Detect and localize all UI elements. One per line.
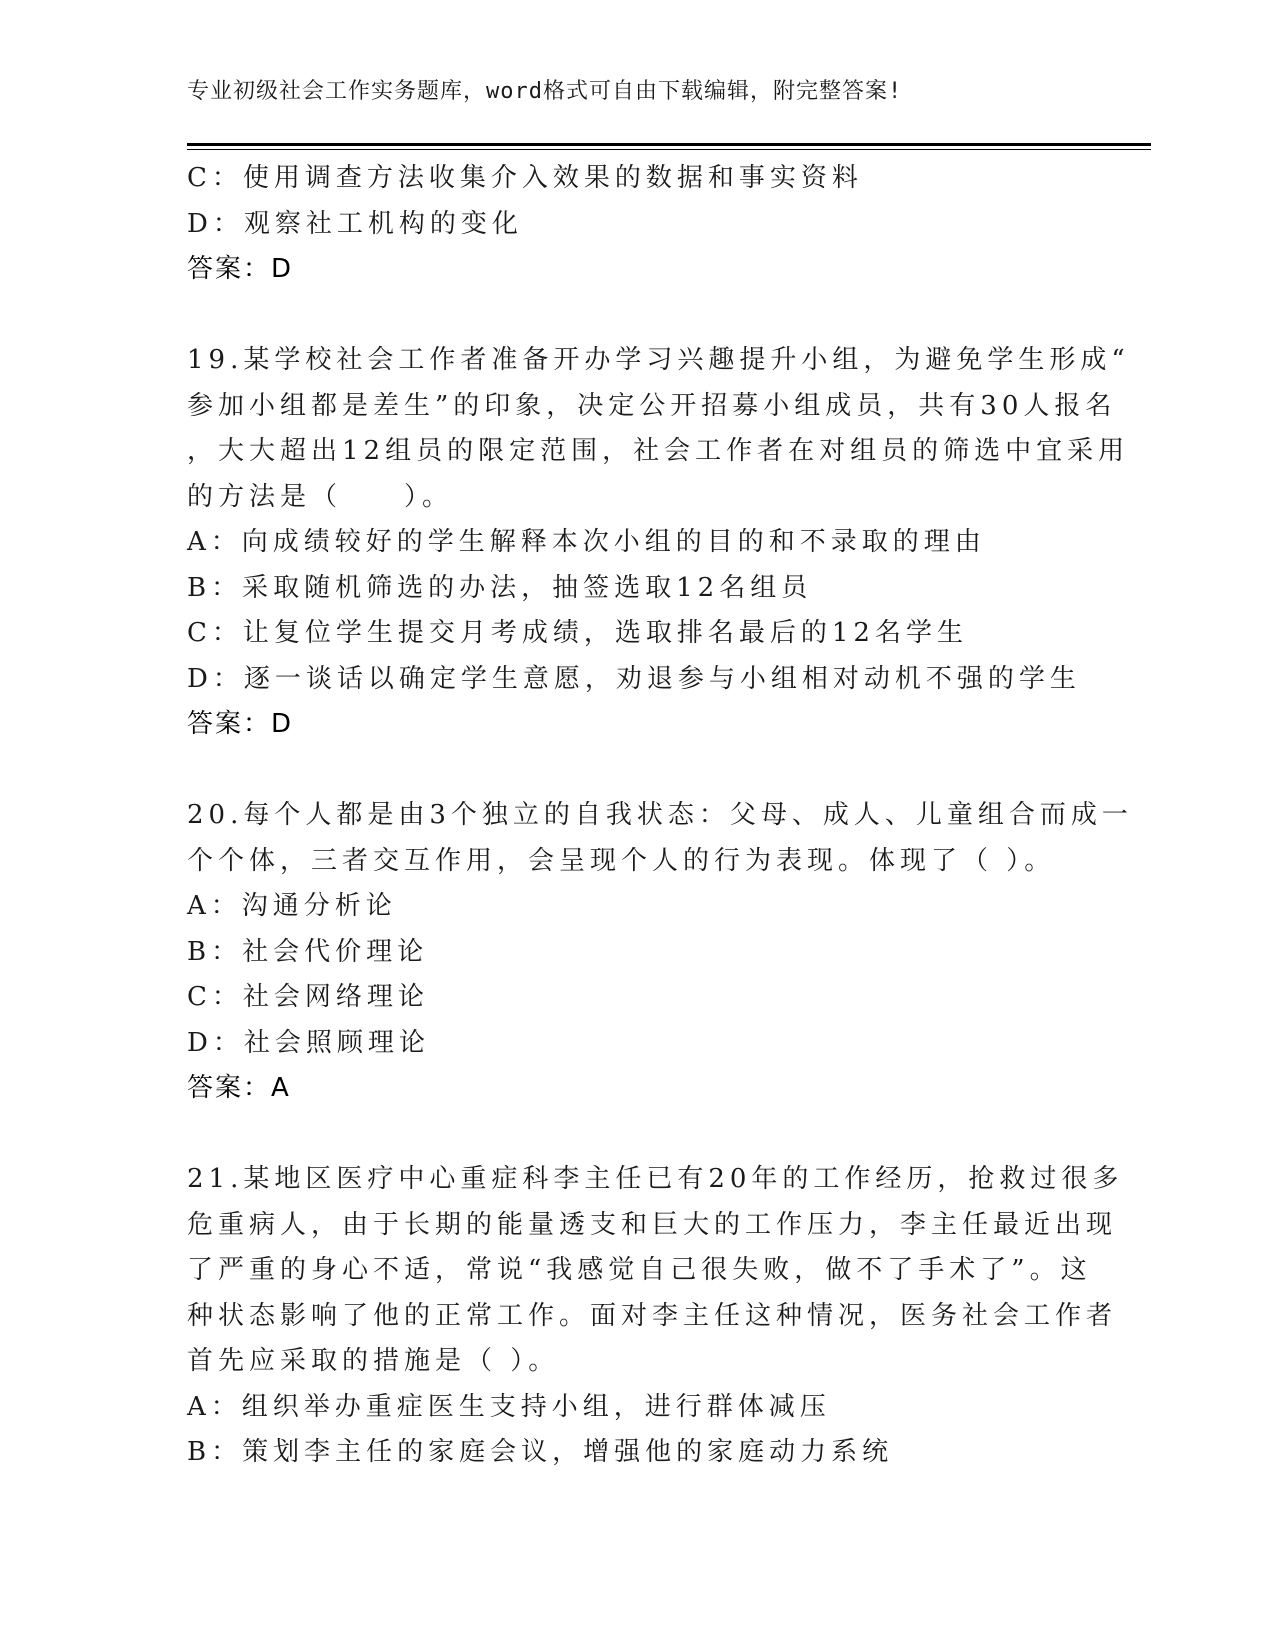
question-stem-line: 的方法是（ ）。 — [187, 481, 454, 512]
option-d: D：逐一谈话以确定学生意愿，劝退参与小组相对动机不强的学生 — [187, 663, 1081, 694]
answer-line: 答案：D — [187, 709, 294, 739]
question-stem-line: 种状态影响了他的正常工作。面对李主任这种情况，医务社会工作者 — [187, 1300, 1118, 1331]
question-21 — [187, 1157, 1124, 1476]
option-b: B：采取随机筛选的办法，抽签选取12名组员 — [187, 572, 813, 603]
question-stem-line: 20.每个人都是由3个独立的自我状态：父母、成人、儿童组合而成一 — [187, 800, 1133, 830]
question-stem-line: 参加小组都是差生”的印象，决定公开招募小组成员，共有30人报名 — [187, 390, 1117, 421]
question-stem-line: 危重病人，由于长期的能量透支和巨大的工作压力，李主任最近出现 — [187, 1209, 1118, 1240]
option-d: D：观察社工机构的变化 — [187, 208, 523, 239]
page-header: 专业初级社会工作实务题库，word格式可自由下载编辑，附完整答案! — [187, 79, 903, 104]
question-19 — [187, 338, 1130, 748]
header-rule-thin — [187, 149, 1151, 150]
question-stem-line: ，大大超出12组员的限定范围，社会工作者在对组员的筛选中宜采用 — [187, 436, 1130, 466]
answer-line: 答案：A — [187, 1073, 291, 1103]
question-stem-line: 个个体，三者交互作用，会呈现个人的行为表现。体现了（ ）。 — [187, 845, 1056, 876]
header-rule-thick — [187, 143, 1151, 146]
option-a: A：向成绩较好的学生解释本次小组的目的和不录取的理由 — [187, 527, 986, 557]
question-18-tail — [187, 156, 1087, 293]
option-b: B：社会代价理论 — [187, 936, 429, 967]
answer-line: 答案：D — [187, 254, 294, 284]
spacer — [187, 293, 1087, 339]
option-d: D：社会照顾理论 — [187, 1027, 430, 1058]
option-c: C：让复位学生提交月考成绩，选取排名最后的12名学生 — [187, 618, 968, 648]
option-a: A：沟通分析论 — [187, 891, 397, 921]
option-b: B：策划李主任的家庭会议，增强他的家庭动力系统 — [187, 1437, 894, 1467]
option-c: C：使用调查方法收集介入效果的数据和事实资料 — [187, 163, 863, 193]
question-20 — [187, 793, 1133, 1112]
question-stem-line: 了严重的身心不适，常说“我感觉自己很失败，做不了手术了”。这 — [187, 1255, 1092, 1285]
spacer — [187, 1112, 1087, 1158]
option-a: A：组织举办重症医生支持小组，进行群体减压 — [187, 1391, 831, 1422]
option-c: C：社会网络理论 — [187, 982, 429, 1012]
question-content — [187, 156, 1133, 1476]
question-stem-line: 首先应采取的措施是（ ）。 — [187, 1346, 560, 1376]
spacer — [187, 748, 1087, 794]
question-stem-line: 19.某学校社会工作者准备开办学习兴趣提升小组，为避免学生形成“ — [187, 345, 1130, 375]
question-stem-line: 21.某地区医疗中心重症科李主任已有20年的工作经历，抢救过很多 — [187, 1164, 1124, 1194]
